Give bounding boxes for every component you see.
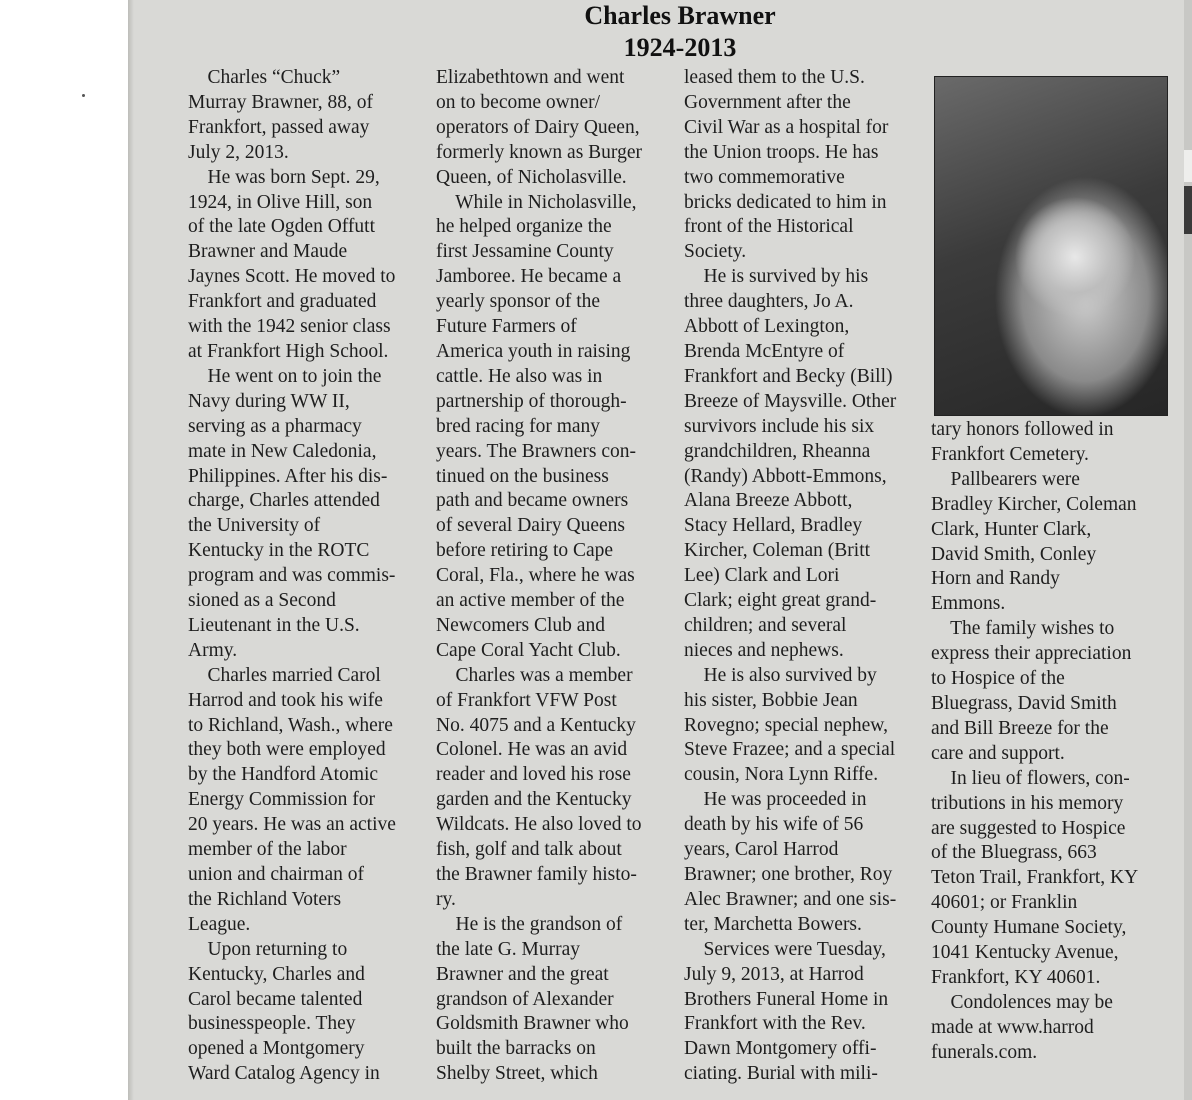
text-line: bricks dedicated to him in xyxy=(684,191,887,213)
text-line: bred racing for many xyxy=(436,415,601,437)
text-line: the Brawner family histo- xyxy=(436,864,637,885)
text-line: the late G. Murray xyxy=(436,938,581,960)
text-line: ter, Marchetta Bowers. xyxy=(684,913,862,935)
text-line: Queen, of Nicholasville. xyxy=(436,166,627,188)
text-line: charge, Charles attended xyxy=(188,490,380,512)
text-line: reader and loved his rose xyxy=(436,764,631,786)
text-line: Brothers Funeral Home in xyxy=(684,988,889,1010)
text-line: Breeze of Maysville. Other xyxy=(684,390,897,412)
text-line: He was proceeded in xyxy=(684,789,867,811)
text-line: Future Farmers of xyxy=(436,316,577,338)
text-line: fish, golf and talk about xyxy=(436,839,622,861)
text-line: Alec Brawner; and one sis- xyxy=(684,888,897,910)
text-line: formerly known as Burger xyxy=(436,141,642,163)
text-line: 40601; or Franklin xyxy=(931,892,1078,914)
text-line: Government after the xyxy=(684,91,851,113)
text-line: Ward Catalog Agency in xyxy=(188,1063,380,1085)
text-line: America youth in raising xyxy=(436,340,631,362)
text-line: Condolences may be xyxy=(931,991,1113,1013)
text-line: sioned as a Second xyxy=(188,590,336,612)
text-line: Kircher, Coleman (Britt xyxy=(684,540,871,562)
text-line: Harrod and took his wife xyxy=(188,689,383,711)
text-line: front of the Historical xyxy=(684,216,854,238)
obituary-headline xyxy=(430,0,930,64)
text-line: July 2, 2013. xyxy=(188,141,289,163)
text-line: Frankfort, KY 40601. xyxy=(931,966,1101,988)
text-line: Dawn Montgomery offi- xyxy=(684,1038,877,1060)
headline-years: 1924-2013 xyxy=(623,33,737,62)
adjacent-page-mark xyxy=(1184,150,1192,182)
text-line: Cape Coral Yacht Club. xyxy=(436,639,621,661)
text-line: years, Carol Harrod xyxy=(684,839,839,861)
text-line: mate in New Caledonia, xyxy=(188,440,377,462)
text-line: The family wishes to xyxy=(931,618,1115,640)
text-line: of the late Ogden Offutt xyxy=(188,216,376,238)
text-line: ciating. Burial with mili- xyxy=(684,1063,878,1085)
text-column-2 xyxy=(436,66,676,1087)
text-line: Frankfort Cemetery. xyxy=(931,443,1089,465)
text-column-1 xyxy=(188,66,428,1087)
text-line: Carol became talented xyxy=(188,988,363,1010)
text-line: three daughters, Jo A. xyxy=(684,291,854,313)
text-line: County Humane Society, xyxy=(931,917,1127,939)
text-line: are suggested to Hospice xyxy=(931,817,1126,839)
text-line: He is the grandson of xyxy=(436,913,623,935)
text-line: care and support. xyxy=(931,742,1065,764)
text-line: Elizabethtown and went xyxy=(436,67,625,88)
text-line: Stacy Hellard, Bradley xyxy=(684,515,863,537)
text-line: program and was commis- xyxy=(188,565,396,587)
text-line: He is survived by his xyxy=(684,266,869,288)
text-line: Pallbearers were xyxy=(931,468,1080,490)
text-line: Colonel. He was an avid xyxy=(436,739,628,761)
text-line: children; and several xyxy=(684,614,847,636)
text-line: member of the labor xyxy=(188,839,347,861)
text-line: the Union troops. He has xyxy=(684,141,879,163)
text-line: on to become owner/ xyxy=(436,91,601,113)
text-line: Brawner; one brother, Roy xyxy=(684,864,893,885)
text-line: Frankfort with the Rev. xyxy=(684,1013,866,1035)
scan-speck xyxy=(82,94,85,97)
text-line: survivors include his six xyxy=(684,415,875,437)
text-line: Navy during WW II, xyxy=(188,390,350,412)
text-line: Abbott of Lexington, xyxy=(684,316,850,338)
text-line: 1041 Kentucky Avenue, xyxy=(931,942,1119,964)
text-line: Charles “Chuck” xyxy=(188,67,341,88)
text-line: Alana Breeze Abbott, xyxy=(684,490,853,512)
text-line: Clark; eight great grand- xyxy=(684,590,877,612)
text-line: No. 4075 and a Kentucky xyxy=(436,714,636,736)
text-line: operators of Dairy Queen, xyxy=(436,116,640,138)
text-line: Wildcats. He also loved to xyxy=(436,814,642,836)
clipping-edge xyxy=(128,0,134,1100)
text-line: of the Bluegrass, 663 xyxy=(931,842,1097,864)
text-line: at Frankfort High School. xyxy=(188,340,389,362)
text-line: Jamboree. He became a xyxy=(436,266,622,288)
text-line: Lee) Clark and Lori xyxy=(684,565,840,587)
headline-name: Charles Brawner xyxy=(584,1,776,30)
text-line: union and chairman of xyxy=(188,864,364,885)
text-line: Goldsmith Brawner who xyxy=(436,1013,629,1035)
text-line: nieces and nephews. xyxy=(684,639,844,661)
text-line: years. The Brawners con- xyxy=(436,440,636,462)
text-line: serving as a pharmacy xyxy=(188,415,362,437)
text-line: While in Nicholasville, xyxy=(436,191,637,213)
text-line: ry. xyxy=(436,888,456,910)
text-line: Philippines. After his dis- xyxy=(188,465,388,487)
text-line: He was born Sept. 29, xyxy=(188,166,380,188)
text-line: grandchildren, Rheanna xyxy=(684,440,871,462)
text-line: Bluegrass, David Smith xyxy=(931,692,1117,714)
text-line: Kentucky in the ROTC xyxy=(188,540,370,562)
text-line: Brawner and Maude xyxy=(188,241,348,263)
text-line: Brenda McEntyre of xyxy=(684,340,845,362)
text-line: Brawner and the great xyxy=(436,963,609,985)
text-line: Murray Brawner, 88, of xyxy=(188,91,373,113)
text-line: of Frankfort VFW Post xyxy=(436,689,617,711)
text-line: Teton Trail, Frankfort, KY xyxy=(931,867,1139,889)
text-line: Newcomers Club and xyxy=(436,614,605,636)
text-line: to Richland, Wash., where xyxy=(188,714,393,736)
adjacent-page-mark xyxy=(1184,186,1192,234)
text-line: Frankfort and Becky (Bill) xyxy=(684,365,893,387)
text-line: cousin, Nora Lynn Riffe. xyxy=(684,764,879,786)
text-line: Civil War as a hospital for xyxy=(684,116,889,138)
text-line: grandson of Alexander xyxy=(436,988,614,1010)
text-line: Rovegno; special nephew, xyxy=(684,714,888,736)
text-line: businesspeople. They xyxy=(188,1013,356,1035)
text-line: Army. xyxy=(188,639,238,661)
text-line: Charles was a member xyxy=(436,664,633,686)
text-line: Shelby Street, which xyxy=(436,1063,598,1085)
text-line: Upon returning to xyxy=(188,938,348,960)
text-line: with the 1942 senior class xyxy=(188,316,391,338)
text-line: He is also survived by xyxy=(684,664,877,686)
text-line: by the Handford Atomic xyxy=(188,764,379,786)
text-line: built the barracks on xyxy=(436,1038,596,1060)
text-line: before retiring to Cape xyxy=(436,540,614,562)
text-line: Jaynes Scott. He moved to xyxy=(188,266,396,288)
text-column-4 xyxy=(931,418,1171,1066)
text-line: first Jessamine County xyxy=(436,241,614,263)
portrait-photo xyxy=(934,76,1168,416)
text-line: Charles married Carol xyxy=(188,664,381,686)
text-line: Emmons. xyxy=(931,593,1006,615)
text-line: He went on to join the xyxy=(188,365,382,387)
text-line: Steve Frazee; and a special xyxy=(684,739,896,761)
text-line: cattle. He also was in xyxy=(436,365,603,387)
text-line: Society. xyxy=(684,241,747,263)
text-line: Clark, Hunter Clark, xyxy=(931,518,1092,540)
text-line: Lieutenant in the U.S. xyxy=(188,614,360,636)
text-line: and Bill Breeze for the xyxy=(931,717,1109,739)
text-line: 1924, in Olive Hill, son xyxy=(188,191,373,213)
text-line: David Smith, Conley xyxy=(931,543,1097,565)
text-line: they both were employed xyxy=(188,739,386,761)
text-line: tary honors followed in xyxy=(931,419,1114,440)
text-line: he helped organize the xyxy=(436,216,612,238)
text-line: express their appreciation xyxy=(931,643,1132,665)
text-line: Energy Commission for xyxy=(188,789,376,811)
text-line: tinued on the business xyxy=(436,465,609,487)
text-line: League. xyxy=(188,913,251,935)
text-line: two commemorative xyxy=(684,166,845,188)
text-line: Frankfort and graduated xyxy=(188,291,377,313)
text-line: to Hospice of the xyxy=(931,668,1065,690)
text-line: the University of xyxy=(188,515,321,537)
text-line: leased them to the U.S. xyxy=(684,67,865,88)
text-line: his sister, Bobbie Jean xyxy=(684,689,858,711)
text-line: funerals.com. xyxy=(931,1041,1038,1063)
text-line: of several Dairy Queens xyxy=(436,515,625,537)
text-line: the Richland Voters xyxy=(188,888,342,910)
text-line: path and became owners xyxy=(436,490,629,512)
text-line: Services were Tuesday, xyxy=(684,938,886,960)
text-line: tributions in his memory xyxy=(931,792,1124,814)
text-line: death by his wife of 56 xyxy=(684,814,864,836)
text-line: Frankfort, passed away xyxy=(188,116,370,138)
text-line: an active member of the xyxy=(436,590,625,612)
text-line: partnership of thorough- xyxy=(436,390,627,412)
text-line: Horn and Randy xyxy=(931,568,1060,590)
text-line: opened a Montgomery xyxy=(188,1038,365,1060)
text-line: In lieu of flowers, con- xyxy=(931,767,1130,789)
text-line: made at www.harrod xyxy=(931,1016,1094,1038)
text-line: Bradley Kircher, Coleman xyxy=(931,493,1137,515)
text-line: 20 years. He was an active xyxy=(188,814,396,836)
text-line: Kentucky, Charles and xyxy=(188,963,365,985)
text-line: Coral, Fla., where he was xyxy=(436,565,635,587)
text-column-3 xyxy=(684,66,924,1087)
text-line: (Randy) Abbott-Emmons, xyxy=(684,465,887,487)
text-line: July 9, 2013, at Harrod xyxy=(684,963,864,985)
text-line: garden and the Kentucky xyxy=(436,789,632,811)
text-line: yearly sponsor of the xyxy=(436,291,601,313)
